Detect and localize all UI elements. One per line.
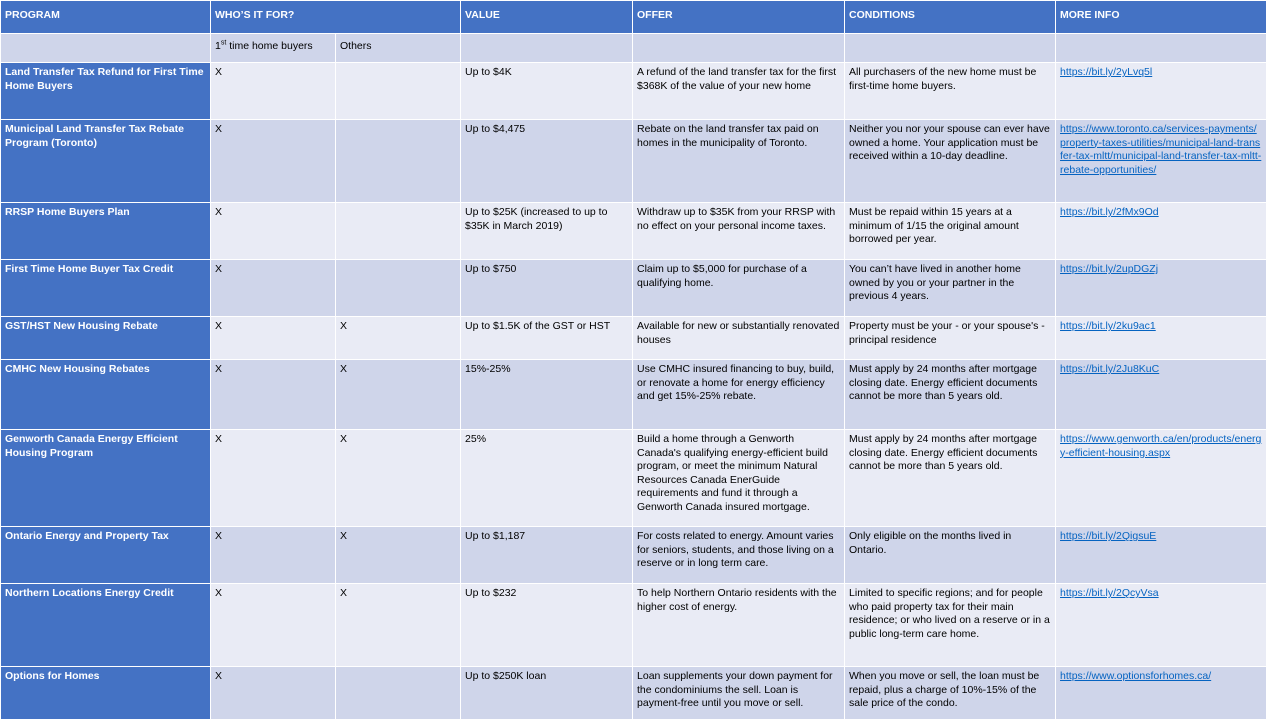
first-time-mark: X — [211, 430, 336, 527]
program-name: Municipal Land Transfer Tax Rebate Program (Toronto) — [1, 120, 211, 203]
subheader-blank-value — [461, 34, 633, 63]
table-row — [1, 120, 1266, 203]
more-info-link[interactable]: https://bit.ly/2upDGZj — [1060, 263, 1158, 275]
first-time-mark: X — [211, 260, 336, 317]
offer-cell: Available for new or substantially renovated houses — [633, 317, 845, 360]
first-time-mark: X — [211, 667, 336, 720]
others-mark — [336, 63, 461, 120]
offer-cell: Loan supplements your down payment for the condominiums the sell. Loan is payment-free until you move or sell. — [633, 667, 845, 720]
program-name: Genworth Canada Energy Efficient Housing Program — [1, 430, 211, 527]
subheader-blank-offer — [633, 34, 845, 63]
others-mark — [336, 203, 461, 260]
more-info-cell — [1056, 360, 1266, 430]
table-row — [1, 63, 1266, 120]
value-cell: 25% — [461, 430, 633, 527]
table-row — [1, 584, 1266, 667]
conditions-cell: Must apply by 24 months after mortgage closing date. Energy efficient documents cannot be more than 5 years old. — [845, 430, 1056, 527]
subheader-row — [1, 34, 1266, 63]
offer-cell: Build a home through a Genworth Canada's qualifying energy-efficient build program, or meet the minimum Natural Resources Canada EnerGuide requirements and fund it through a Genworth Canada insured mortgage. — [633, 430, 845, 527]
conditions-cell: You can’t have lived in another home owned by you or your partner in the previous 4 years. — [845, 260, 1056, 317]
program-name: RRSP Home Buyers Plan — [1, 203, 211, 260]
table-row — [1, 527, 1266, 584]
more-info-cell — [1056, 584, 1266, 667]
first-time-mark: X — [211, 203, 336, 260]
value-cell: Up to $25K (increased to up to $35K in March 2019) — [461, 203, 633, 260]
conditions-cell: Neither you nor your spouse can ever have owned a home. Your application must be received within a 10-day deadline. — [845, 120, 1056, 203]
others-mark: X — [336, 317, 461, 360]
offer-cell: For costs related to energy. Amount varies for seniors, students, and those living on a reserve or in long term care. — [633, 527, 845, 584]
others-mark — [336, 667, 461, 720]
program-name: GST/HST New Housing Rebate — [1, 317, 211, 360]
first-time-rest: time home buyers — [226, 40, 312, 52]
offer-cell: A refund of the land transfer tax for the first $368K of the value of your new home — [633, 63, 845, 120]
program-name: CMHC New Housing Rebates — [1, 360, 211, 430]
first-time-mark: X — [211, 120, 336, 203]
more-info-link[interactable]: https://www.genworth.ca/en/products/energy-efficient-housing.aspx — [1060, 433, 1261, 459]
more-info-cell — [1056, 63, 1266, 120]
conditions-cell: All purchasers of the new home must be first-time home buyers. — [845, 63, 1056, 120]
program-name: Land Transfer Tax Refund for First Time Home Buyers — [1, 63, 211, 120]
value-cell: Up to $250K loan — [461, 667, 633, 720]
conditions-cell: Must be repaid within 15 years at a minimum of 1/15 the original amount borrowed per year. — [845, 203, 1056, 260]
value-cell: 15%-25% — [461, 360, 633, 430]
table-row — [1, 260, 1266, 317]
program-name: Options for Homes — [1, 667, 211, 720]
subheader-first-time — [211, 34, 336, 63]
first-time-mark: X — [211, 360, 336, 430]
subheader-others: Others — [336, 34, 461, 63]
program-name: Northern Locations Energy Credit — [1, 584, 211, 667]
offer-cell: To help Northern Ontario residents with the higher cost of energy. — [633, 584, 845, 667]
more-info-link[interactable]: https://bit.ly/2QigsuE — [1060, 530, 1156, 542]
offer-cell: Withdraw up to $35K from your RRSP with no effect on your personal income taxes. — [633, 203, 845, 260]
value-cell: Up to $750 — [461, 260, 633, 317]
more-info-cell — [1056, 317, 1266, 360]
conditions-cell: Limited to specific regions; and for people who paid property tax for their main residence; or who lived on a reserve or in a public long-term care home. — [845, 584, 1056, 667]
more-info-cell — [1056, 527, 1266, 584]
header-program: PROGRAM — [1, 1, 211, 34]
others-mark — [336, 260, 461, 317]
others-mark: X — [336, 360, 461, 430]
more-info-cell — [1056, 430, 1266, 527]
more-info-link[interactable]: https://bit.ly/2ku9ac1 — [1060, 320, 1156, 332]
value-cell: Up to $4K — [461, 63, 633, 120]
value-cell: Up to $232 — [461, 584, 633, 667]
first-time-num: 1 — [215, 40, 221, 52]
table-row — [1, 667, 1266, 720]
more-info-cell — [1056, 120, 1266, 203]
more-info-link[interactable]: https://bit.ly/2yLvq5l — [1060, 66, 1152, 78]
subheader-blank — [1, 34, 211, 63]
others-mark: X — [336, 527, 461, 584]
more-info-link[interactable]: https://bit.ly/2Ju8KuC — [1060, 363, 1159, 375]
table-row — [1, 360, 1266, 430]
offer-cell: Rebate on the land transfer tax paid on homes in the municipality of Toronto. — [633, 120, 845, 203]
table-row — [1, 430, 1266, 527]
more-info-cell — [1056, 203, 1266, 260]
subheader-blank-conditions — [845, 34, 1056, 63]
value-cell: Up to $1.5K of the GST or HST — [461, 317, 633, 360]
program-name: Ontario Energy and Property Tax — [1, 527, 211, 584]
program-name: First Time Home Buyer Tax Credit — [1, 260, 211, 317]
conditions-cell: Must apply by 24 months after mortgage closing date. Energy efficient documents cannot be more than 5 years old. — [845, 360, 1056, 430]
value-cell: Up to $1,187 — [461, 527, 633, 584]
first-time-mark: X — [211, 63, 336, 120]
header-who: WHO’S IT FOR? — [211, 1, 461, 34]
table-row — [1, 317, 1266, 360]
offer-cell: Claim up to $5,000 for purchase of a qualifying home. — [633, 260, 845, 317]
header-row — [1, 1, 1266, 34]
others-mark: X — [336, 430, 461, 527]
more-info-link[interactable]: https://www.toronto.ca/services-payments/property-taxes-utilities/municipal-land-transfer-tax-mltt/municipal-land-transfer-tax-mltt-rebate-opportunities/ — [1060, 123, 1261, 176]
more-info-cell — [1056, 667, 1266, 720]
others-mark: X — [336, 584, 461, 667]
header-conditions: CONDITIONS — [845, 1, 1056, 34]
more-info-link[interactable]: https://www.optionsforhomes.ca/ — [1060, 670, 1211, 682]
more-info-cell — [1056, 260, 1266, 317]
header-more-info: MORE INFO — [1056, 1, 1266, 34]
first-time-mark: X — [211, 527, 336, 584]
value-cell: Up to $4,475 — [461, 120, 633, 203]
first-time-sup: st — [221, 40, 226, 47]
table-row — [1, 203, 1266, 260]
first-time-mark: X — [211, 317, 336, 360]
header-value: VALUE — [461, 1, 633, 34]
header-offer: OFFER — [633, 1, 845, 34]
conditions-cell: Only eligible on the months lived in Ontario. — [845, 527, 1056, 584]
conditions-cell: Property must be your - or your spouse's - principal residence — [845, 317, 1056, 360]
conditions-cell: When you move or sell, the loan must be repaid, plus a charge of 10%-15% of the sale price of the condo. — [845, 667, 1056, 720]
subheader-blank-info — [1056, 34, 1266, 63]
offer-cell: Use CMHC insured financing to buy, build, or renovate a home for energy efficiency and get 15%-25% rebate. — [633, 360, 845, 430]
first-time-mark: X — [211, 584, 336, 667]
others-mark — [336, 120, 461, 203]
more-info-link[interactable]: https://bit.ly/2fMx9Od — [1060, 206, 1159, 218]
more-info-link[interactable]: https://bit.ly/2QcyVsa — [1060, 587, 1159, 599]
